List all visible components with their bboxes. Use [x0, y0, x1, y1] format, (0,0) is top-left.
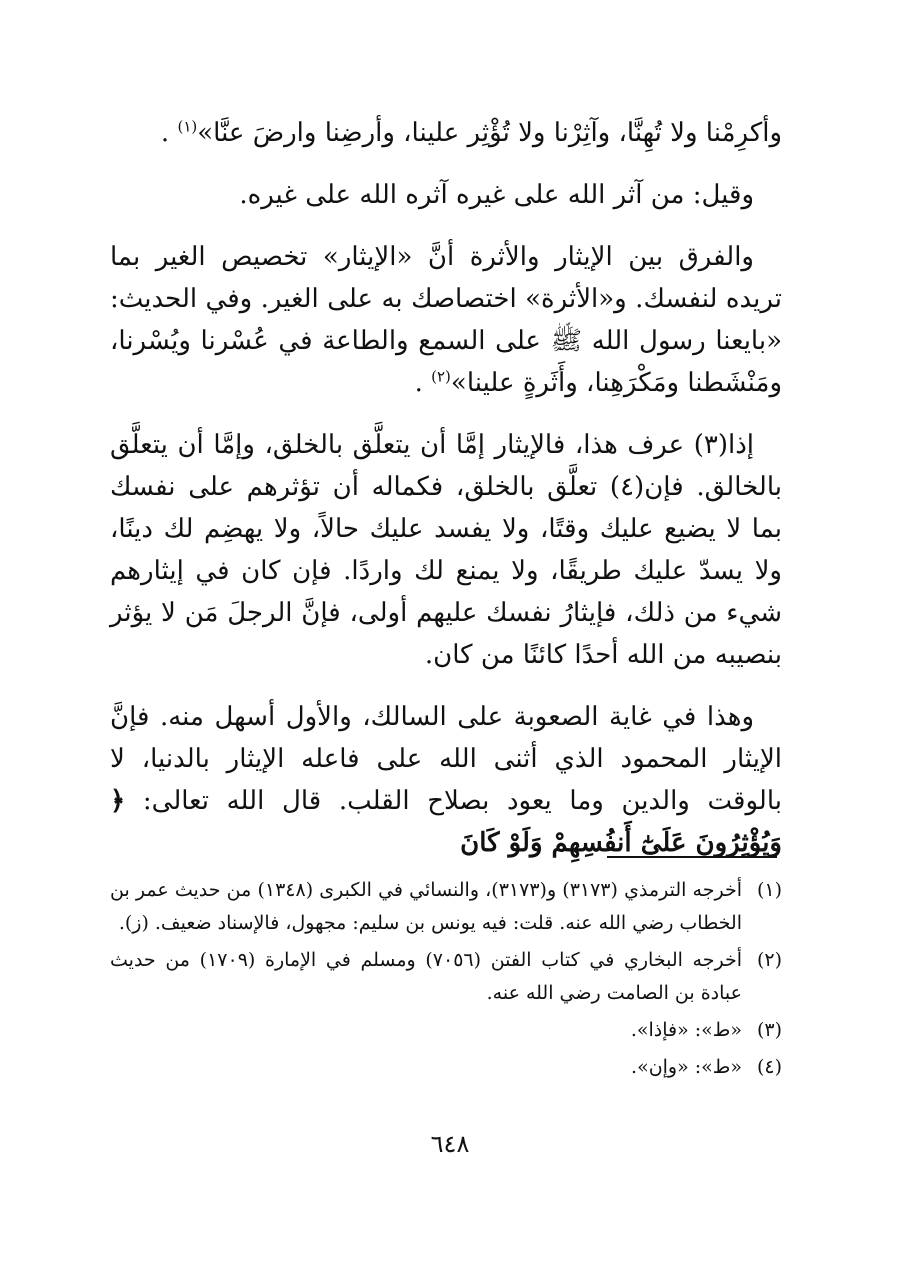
footnote-2 — [110, 944, 782, 1010]
footnote-ref-2[interactable]: (٢) — [431, 367, 451, 386]
paragraph-2-text: وقيل: من آثر الله على غيره آثره الله على غيره. — [239, 180, 754, 210]
footnote-1-number: (١) — [756, 879, 782, 901]
paragraph-1-tail: . — [160, 118, 170, 148]
footnotes — [110, 874, 782, 1088]
paragraph-4 — [110, 424, 782, 676]
footnote-1 — [110, 874, 782, 940]
footnote-4 — [110, 1051, 782, 1084]
footnote-ref-1[interactable]: (١) — [177, 117, 198, 136]
footnote-3-text: «ط»: «فإذا». — [630, 1019, 742, 1041]
quran-verse: ﴿ وَيُؤْثِرُونَ عَلَىٰٓ أَنفُسِهِمْ وَلَوْ كَانَ — [110, 786, 782, 858]
paragraph-3-tail: . — [414, 368, 423, 398]
footnote-3-number: (٣) — [756, 1019, 782, 1041]
paragraph-1 — [110, 112, 782, 154]
footnote-2-number: (٢) — [756, 949, 782, 971]
paragraph-3-text: والفرق بين الإيثار والأثرة أنَّ «الإيثار» تخصيص الغير بما تريده لنفسك. و«الأثرة» اختصاصك به على الغير. وفي الحديث: «بايعنا رسول الله ﷺ على السمع والطاعة في عُسْرنا ويُسْرنا، ومَنْشَطنا ومَكْرَهِنا، وأَثَرةٍ علينا» — [110, 242, 782, 398]
footnote-3 — [110, 1014, 782, 1047]
paragraph-1-text: وأكرِمْنا ولا تُهِنَّا، وآثِرْنا ولا تُؤْثِر علينا، وأرضِنا وارضَ عنَّا» — [197, 118, 782, 148]
paragraph-5-text: وهذا في غاية الصعوبة على السالك، والأول أسهل منه. فإنَّ الإيثار المحمود الذي أثنى الله على فاعله الإيثار بالدنيا، لا بالوقت والدين وما يعود بصلاح القلب. قال الله تعالى: — [110, 702, 782, 816]
page-number: ٦٤٨ — [430, 1130, 470, 1158]
paragraph-2 — [110, 174, 782, 216]
footnote-divider — [607, 856, 777, 858]
paragraph-5 — [110, 696, 782, 864]
paragraph-3 — [110, 236, 782, 404]
footnote-1-text: أخرجه الترمذي (٣١٧٣) و(٣١٧٣)، والنسائي في الكبرى (١٣٤٨) من حديث عمر بن الخطاب رضي الله عنه. قلت: فيه يونس بن سليم: مجهول، فالإسناد ضعيف. (ز). — [110, 879, 742, 934]
paragraph-4-text: إذا(٣) عرف هذا، فالإيثار إمَّا أن يتعلَّق بالخلق، وإمَّا أن يتعلَّق بالخالق. فإن(٤) تعلَّق بالخلق، فكماله أن تؤثرهم على نفسك بما لا يضيع عليك وقتًا، ولا يفسد عليك حالاً، ولا يهضِم لك دينًا، ولا يسدّ عليك طريقًا، ولا يمنع لك واردًا. فإن كان في إيثارهم شيء من ذلك، فإيثارُ نفسك عليهم أولى، فإنَّ الرجلَ مَن لا يؤثر بنصيبه من الله أحدًا كائنًا من كان. — [110, 430, 782, 670]
footnote-4-number: (٤) — [756, 1056, 782, 1078]
main-text — [110, 112, 782, 864]
footnote-4-text: «ط»: «وإن». — [631, 1056, 742, 1078]
footnote-2-text: أخرجه البخاري في كتاب الفتن (٧٠٥٦) ومسلم في الإمارة (١٧٠٩) من حديث عبادة بن الصامت رضي الله عنه. — [110, 949, 743, 1004]
